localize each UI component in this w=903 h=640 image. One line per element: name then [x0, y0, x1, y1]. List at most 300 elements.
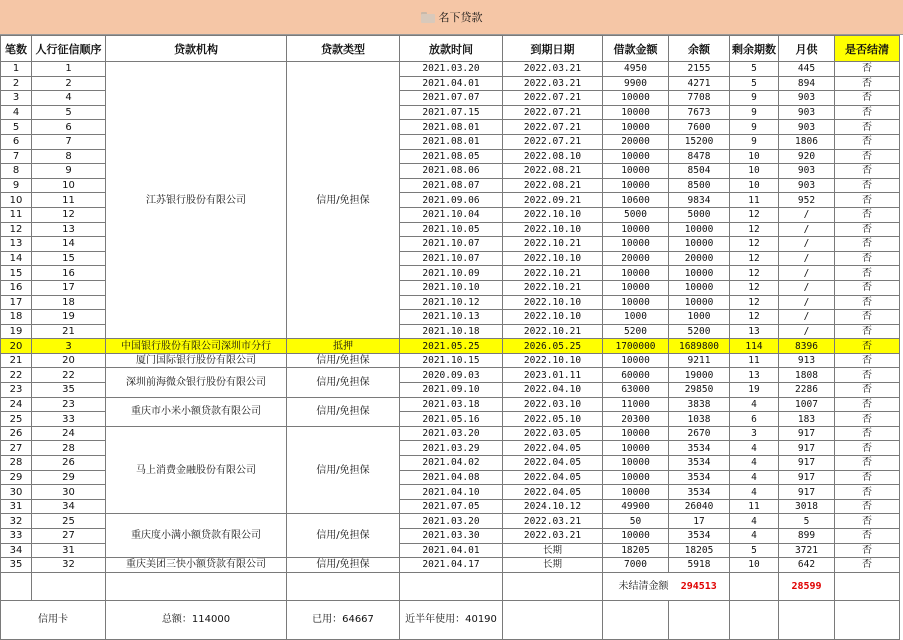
start-date: 2021.10.05 — [400, 222, 503, 237]
remaining-periods: 5 — [730, 76, 779, 91]
settled-status: 否 — [835, 251, 900, 266]
monthly-payment: / — [779, 251, 835, 266]
credit-sequence: 24 — [32, 426, 106, 441]
balance: 1000 — [669, 310, 730, 325]
start-date: 2021.03.20 — [400, 426, 503, 441]
monthly-payment: / — [779, 237, 835, 252]
settled-status: 否 — [835, 441, 900, 456]
monthly-payment: 952 — [779, 193, 835, 208]
end-date: 长期 — [503, 558, 603, 573]
start-date: 2021.10.10 — [400, 280, 503, 295]
loan-amount: 20300 — [603, 412, 669, 427]
monthly-payment: 917 — [779, 485, 835, 500]
balance: 3534 — [669, 485, 730, 500]
balance: 1038 — [669, 412, 730, 427]
remaining-periods: 114 — [730, 339, 779, 354]
loan-amount: 10000 — [603, 426, 669, 441]
remaining-periods: 5 — [730, 543, 779, 558]
settled-status: 否 — [835, 470, 900, 485]
settled-status: 否 — [835, 280, 900, 295]
balance: 17 — [669, 514, 730, 529]
monthly-payment: 1808 — [779, 368, 835, 383]
settled-status: 否 — [835, 353, 900, 368]
start-date: 2021.04.02 — [400, 456, 503, 471]
credit-sequence: 20 — [32, 353, 106, 368]
credit-sequence: 15 — [32, 251, 106, 266]
remaining-periods: 3 — [730, 426, 779, 441]
loan-amount: 10000 — [603, 529, 669, 544]
loan-amount: 5000 — [603, 207, 669, 222]
balance: 10000 — [669, 280, 730, 295]
start-date: 2021.03.29 — [400, 441, 503, 456]
remaining-periods: 11 — [730, 353, 779, 368]
settled-status: 否 — [835, 543, 900, 558]
loan-amount: 49900 — [603, 499, 669, 514]
credit-sequence: 11 — [32, 193, 106, 208]
start-date: 2021.05.16 — [400, 412, 503, 427]
credit-sequence: 35 — [32, 383, 106, 398]
loan-amount: 5200 — [603, 324, 669, 339]
settled-status: 否 — [835, 120, 900, 135]
loan-amount: 10000 — [603, 164, 669, 179]
balance: 5000 — [669, 207, 730, 222]
header-cell: 笔数 — [1, 36, 32, 62]
end-date: 2022.10.10 — [503, 295, 603, 310]
monthly-payment: 3018 — [779, 499, 835, 514]
table-row — [1, 62, 900, 77]
credit-sequence: 13 — [32, 222, 106, 237]
row-number: 14 — [1, 251, 32, 266]
start-date: 2021.10.12 — [400, 295, 503, 310]
end-date: 2022.05.10 — [503, 412, 603, 427]
page-title: 名下贷款 — [438, 11, 483, 24]
row-number: 23 — [1, 383, 32, 398]
monthly-payment: 903 — [779, 178, 835, 193]
credit-sequence: 18 — [32, 295, 106, 310]
credit-sequence: 1 — [32, 62, 106, 77]
remaining-periods: 12 — [730, 222, 779, 237]
settled-status: 否 — [835, 499, 900, 514]
end-date: 2022.10.21 — [503, 324, 603, 339]
row-number: 1 — [1, 62, 32, 77]
row-number: 2 — [1, 76, 32, 91]
start-date: 2021.03.18 — [400, 397, 503, 412]
credit-sequence: 4 — [32, 91, 106, 106]
settled-status: 否 — [835, 134, 900, 149]
row-number: 20 — [1, 339, 32, 354]
start-date: 2020.09.03 — [400, 368, 503, 383]
summary-label: 未结清金额 — [603, 572, 669, 600]
row-number: 9 — [1, 178, 32, 193]
balance: 15200 — [669, 134, 730, 149]
end-date: 2022.08.21 — [503, 164, 603, 179]
end-date: 2022.10.10 — [503, 353, 603, 368]
balance: 5200 — [669, 324, 730, 339]
row-number: 24 — [1, 397, 32, 412]
row-number: 11 — [1, 207, 32, 222]
monthly-payment: / — [779, 324, 835, 339]
balance: 9211 — [669, 353, 730, 368]
remaining-periods: 12 — [730, 207, 779, 222]
header-cell: 放款时间 — [400, 36, 503, 62]
loan-amount: 10000 — [603, 91, 669, 106]
row-number: 32 — [1, 514, 32, 529]
loan-amount: 50 — [603, 514, 669, 529]
loan-institution: 马上消费金融股份有限公司 — [106, 426, 287, 514]
credit-sequence: 19 — [32, 310, 106, 325]
start-date: 2021.10.07 — [400, 237, 503, 252]
loan-amount: 20000 — [603, 251, 669, 266]
credit-sequence: 31 — [32, 543, 106, 558]
header-cell: 月供 — [779, 36, 835, 62]
credit-sequence: 28 — [32, 441, 106, 456]
balance: 19000 — [669, 368, 730, 383]
credit-sequence: 2 — [32, 76, 106, 91]
loan-institution: 厦门国际银行股份有限公司 — [106, 353, 287, 368]
end-date: 2022.04.05 — [503, 456, 603, 471]
loan-amount: 63000 — [603, 383, 669, 398]
credit-sequence: 9 — [32, 164, 106, 179]
row-number: 3 — [1, 91, 32, 106]
loan-amount: 10000 — [603, 266, 669, 281]
settled-status: 否 — [835, 339, 900, 354]
row-number: 31 — [1, 499, 32, 514]
remaining-periods: 12 — [730, 295, 779, 310]
row-number: 18 — [1, 310, 32, 325]
row-number: 7 — [1, 149, 32, 164]
monthly-payment: 5 — [779, 514, 835, 529]
loan-type: 信用/免担保 — [287, 353, 400, 368]
start-date: 2021.08.05 — [400, 149, 503, 164]
settled-status: 否 — [835, 222, 900, 237]
row-number: 15 — [1, 266, 32, 281]
loan-type: 信用/免担保 — [287, 558, 400, 573]
header-cell: 借款金额 — [603, 36, 669, 62]
credit-sequence: 21 — [32, 324, 106, 339]
remaining-periods: 9 — [730, 91, 779, 106]
remaining-periods: 13 — [730, 324, 779, 339]
balance: 18205 — [669, 543, 730, 558]
end-date: 2022.07.21 — [503, 91, 603, 106]
remaining-periods: 10 — [730, 558, 779, 573]
end-date: 2022.07.21 — [503, 134, 603, 149]
start-date: 2021.04.17 — [400, 558, 503, 573]
balance: 10000 — [669, 222, 730, 237]
balance: 20000 — [669, 251, 730, 266]
credit-sequence: 33 — [32, 412, 106, 427]
loan-institution: 重庆美团三快小额贷款有限公司 — [106, 558, 287, 573]
monthly-payment: / — [779, 310, 835, 325]
remaining-periods: 5 — [730, 62, 779, 77]
monthly-payment: 903 — [779, 105, 835, 120]
end-date: 2022.03.21 — [503, 529, 603, 544]
loan-type: 信用/免担保 — [287, 397, 400, 426]
remaining-periods: 13 — [730, 368, 779, 383]
monthly-payment: / — [779, 295, 835, 310]
balance: 10000 — [669, 266, 730, 281]
remaining-periods: 12 — [730, 280, 779, 295]
balance: 9834 — [669, 193, 730, 208]
credit-sequence: 7 — [32, 134, 106, 149]
start-date: 2021.10.04 — [400, 207, 503, 222]
settled-status: 否 — [835, 324, 900, 339]
balance: 26040 — [669, 499, 730, 514]
loan-amount: 10000 — [603, 485, 669, 500]
start-date: 2021.09.10 — [400, 383, 503, 398]
row-number: 26 — [1, 426, 32, 441]
row-number: 22 — [1, 368, 32, 383]
loan-amount: 10000 — [603, 105, 669, 120]
row-number: 19 — [1, 324, 32, 339]
loan-amount: 10000 — [603, 295, 669, 310]
start-date: 2021.04.10 — [400, 485, 503, 500]
start-date: 2021.07.05 — [400, 499, 503, 514]
loan-table — [0, 35, 900, 640]
loan-amount: 1000 — [603, 310, 669, 325]
settled-status: 否 — [835, 456, 900, 471]
balance: 3534 — [669, 456, 730, 471]
loan-type: 信用/免担保 — [287, 368, 400, 397]
balance: 8504 — [669, 164, 730, 179]
loan-institution: 江苏银行股份有限公司 — [106, 62, 287, 339]
start-date: 2021.09.06 — [400, 193, 503, 208]
monthly-payment: / — [779, 266, 835, 281]
end-date: 2022.10.21 — [503, 237, 603, 252]
loan-type: 抵押 — [287, 339, 400, 354]
row-number: 16 — [1, 280, 32, 295]
balance: 8500 — [669, 178, 730, 193]
remaining-periods: 4 — [730, 441, 779, 456]
end-date: 2023.01.11 — [503, 368, 603, 383]
loan-amount: 10000 — [603, 149, 669, 164]
balance: 29850 — [669, 383, 730, 398]
row-number: 10 — [1, 193, 32, 208]
start-date: 2021.04.08 — [400, 470, 503, 485]
loan-amount: 10000 — [603, 470, 669, 485]
loan-amount: 10000 — [603, 456, 669, 471]
row-number: 5 — [1, 120, 32, 135]
loan-amount: 7000 — [603, 558, 669, 573]
row-number: 30 — [1, 485, 32, 500]
row-number: 13 — [1, 237, 32, 252]
row-number: 34 — [1, 543, 32, 558]
title-bar — [0, 0, 903, 35]
credit-card-row — [1, 600, 900, 639]
table-row — [1, 339, 900, 354]
credit-sequence: 27 — [32, 529, 106, 544]
row-number: 27 — [1, 441, 32, 456]
monthly-payment: 899 — [779, 529, 835, 544]
remaining-periods: 6 — [730, 412, 779, 427]
end-date: 2022.07.21 — [503, 105, 603, 120]
monthly-total: 28599 — [779, 572, 835, 600]
credit-sequence: 22 — [32, 368, 106, 383]
row-number: 8 — [1, 164, 32, 179]
settled-status: 否 — [835, 207, 900, 222]
balance: 2155 — [669, 62, 730, 77]
remaining-periods: 4 — [730, 470, 779, 485]
balance: 7600 — [669, 120, 730, 135]
start-date: 2021.10.07 — [400, 251, 503, 266]
loan-institution: 重庆度小满小额贷款有限公司 — [106, 514, 287, 558]
end-date: 长期 — [503, 543, 603, 558]
credit-sequence: 17 — [32, 280, 106, 295]
settled-status: 否 — [835, 558, 900, 573]
start-date: 2021.10.13 — [400, 310, 503, 325]
credit-used: 已用：64667 — [287, 600, 400, 639]
end-date: 2022.10.10 — [503, 207, 603, 222]
loan-amount: 11000 — [603, 397, 669, 412]
loan-amount: 10000 — [603, 353, 669, 368]
monthly-payment: 642 — [779, 558, 835, 573]
row-number: 25 — [1, 412, 32, 427]
monthly-payment: 8396 — [779, 339, 835, 354]
remaining-periods: 4 — [730, 514, 779, 529]
header-cell: 剩余期数 — [730, 36, 779, 62]
loan-amount: 10000 — [603, 120, 669, 135]
end-date: 2022.10.10 — [503, 310, 603, 325]
credit-sequence: 30 — [32, 485, 106, 500]
settled-status: 否 — [835, 514, 900, 529]
settled-status: 否 — [835, 105, 900, 120]
table-row — [1, 558, 900, 573]
monthly-payment: / — [779, 207, 835, 222]
end-date: 2022.08.10 — [503, 149, 603, 164]
start-date: 2021.03.30 — [400, 529, 503, 544]
monthly-payment: 917 — [779, 426, 835, 441]
end-date: 2022.10.21 — [503, 280, 603, 295]
settled-status: 否 — [835, 412, 900, 427]
settled-status: 否 — [835, 426, 900, 441]
end-date: 2022.03.05 — [503, 426, 603, 441]
monthly-payment: 445 — [779, 62, 835, 77]
settled-status: 否 — [835, 193, 900, 208]
remaining-periods: 10 — [730, 164, 779, 179]
monthly-payment: 903 — [779, 164, 835, 179]
credit-sequence: 32 — [32, 558, 106, 573]
start-date: 2021.04.01 — [400, 76, 503, 91]
credit-recent-use: 近半年使用：40190 — [400, 600, 503, 639]
loan-institution: 深圳前海微众银行股份有限公司 — [106, 368, 287, 397]
row-number: 21 — [1, 353, 32, 368]
row-number: 6 — [1, 134, 32, 149]
start-date: 2021.08.06 — [400, 164, 503, 179]
end-date: 2022.03.21 — [503, 514, 603, 529]
remaining-periods: 11 — [730, 193, 779, 208]
remaining-periods: 10 — [730, 178, 779, 193]
balance: 8478 — [669, 149, 730, 164]
credit-sequence: 5 — [32, 105, 106, 120]
credit-sequence: 6 — [32, 120, 106, 135]
monthly-payment: 1806 — [779, 134, 835, 149]
settled-status: 否 — [835, 529, 900, 544]
loan-amount: 20000 — [603, 134, 669, 149]
balance: 5918 — [669, 558, 730, 573]
balance: 3534 — [669, 441, 730, 456]
loan-type: 信用/免担保 — [287, 514, 400, 558]
monthly-payment: / — [779, 222, 835, 237]
remaining-periods: 9 — [730, 105, 779, 120]
remaining-periods: 19 — [730, 383, 779, 398]
row-number: 33 — [1, 529, 32, 544]
settled-status: 否 — [835, 295, 900, 310]
remaining-periods: 12 — [730, 310, 779, 325]
end-date: 2022.03.21 — [503, 62, 603, 77]
table-row — [1, 368, 900, 383]
row-number: 12 — [1, 222, 32, 237]
balance: 3534 — [669, 529, 730, 544]
credit-sequence: 29 — [32, 470, 106, 485]
start-date: 2021.10.18 — [400, 324, 503, 339]
monthly-payment: 2286 — [779, 383, 835, 398]
end-date: 2022.04.05 — [503, 441, 603, 456]
row-number: 35 — [1, 558, 32, 573]
loan-institution: 重庆市小米小额贷款有限公司 — [106, 397, 287, 426]
settled-status: 否 — [835, 178, 900, 193]
settled-status: 否 — [835, 62, 900, 77]
monthly-payment: 917 — [779, 441, 835, 456]
settled-status: 否 — [835, 237, 900, 252]
remaining-periods: 12 — [730, 251, 779, 266]
loan-amount: 10000 — [603, 441, 669, 456]
loan-amount: 10000 — [603, 222, 669, 237]
balance: 10000 — [669, 237, 730, 252]
remaining-periods: 12 — [730, 237, 779, 252]
settled-status: 否 — [835, 76, 900, 91]
balance: 4271 — [669, 76, 730, 91]
settled-status: 否 — [835, 383, 900, 398]
end-date: 2022.10.21 — [503, 266, 603, 281]
remaining-periods: 4 — [730, 397, 779, 412]
row-number: 17 — [1, 295, 32, 310]
header-cell: 人行征信顺序 — [32, 36, 106, 62]
start-date: 2021.08.07 — [400, 178, 503, 193]
credit-sequence: 3 — [32, 339, 106, 354]
header-cell: 贷款机构 — [106, 36, 287, 62]
start-date: 2021.08.01 — [400, 134, 503, 149]
credit-sequence: 25 — [32, 514, 106, 529]
end-date: 2022.04.05 — [503, 485, 603, 500]
remaining-periods: 9 — [730, 120, 779, 135]
header-cell: 到期日期 — [503, 36, 603, 62]
credit-sequence: 16 — [32, 266, 106, 281]
balance: 3838 — [669, 397, 730, 412]
loan-type: 信用/免担保 — [287, 426, 400, 514]
header-row — [1, 36, 900, 62]
monthly-payment: 183 — [779, 412, 835, 427]
settled-status: 否 — [835, 397, 900, 412]
settled-status: 否 — [835, 266, 900, 281]
credit-sequence: 8 — [32, 149, 106, 164]
row-number: 28 — [1, 456, 32, 471]
monthly-payment: 917 — [779, 456, 835, 471]
remaining-periods: 10 — [730, 149, 779, 164]
monthly-payment: 913 — [779, 353, 835, 368]
start-date: 2021.05.25 — [400, 339, 503, 354]
balance: 1689800 — [669, 339, 730, 354]
credit-sequence: 34 — [32, 499, 106, 514]
settled-status: 否 — [835, 91, 900, 106]
monthly-payment: 903 — [779, 120, 835, 135]
balance: 10000 — [669, 295, 730, 310]
end-date: 2022.03.10 — [503, 397, 603, 412]
settled-status: 否 — [835, 485, 900, 500]
start-date: 2021.03.20 — [400, 62, 503, 77]
monthly-payment: 920 — [779, 149, 835, 164]
monthly-payment: 917 — [779, 470, 835, 485]
loan-institution: 中国银行股份有限公司深圳市分行 — [106, 339, 287, 354]
end-date: 2024.10.12 — [503, 499, 603, 514]
